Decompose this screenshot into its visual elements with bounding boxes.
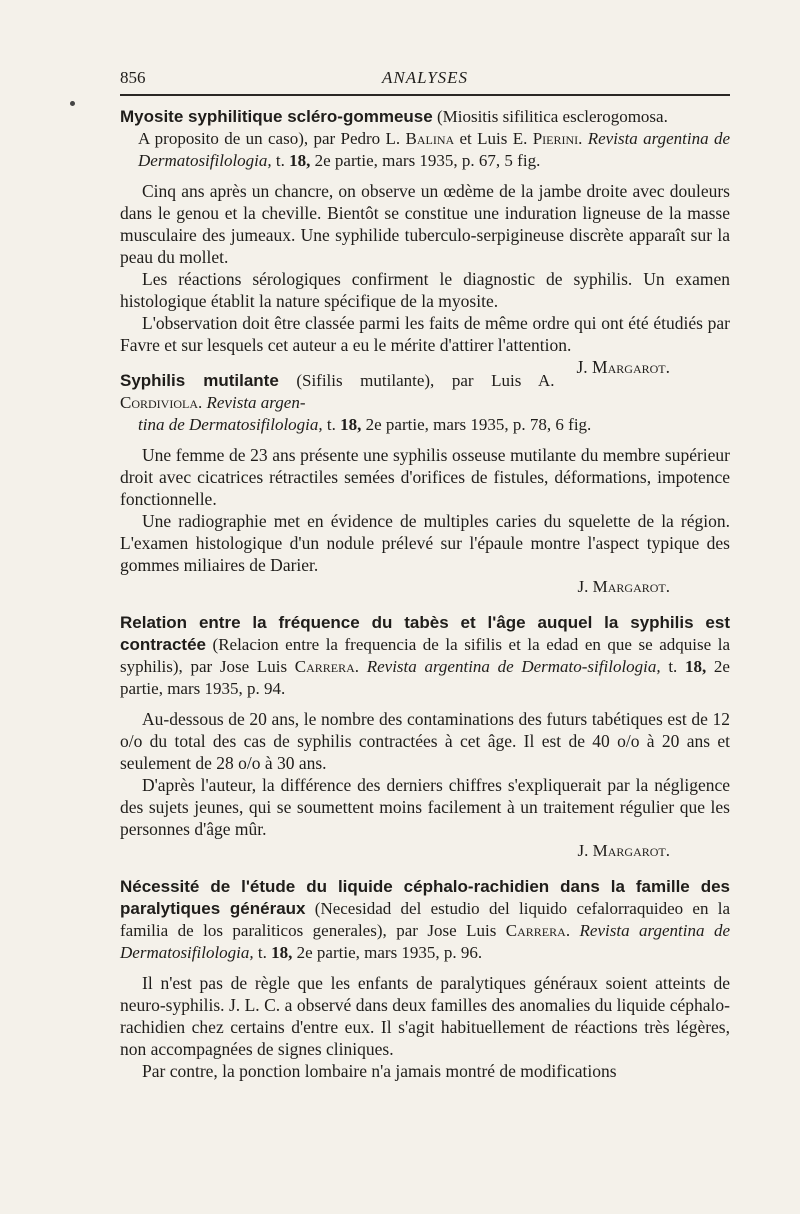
journal-name: Revista: [587, 129, 638, 148]
paragraph: Par contre, la ponction lombaire n'a jamais montré de modifications: [142, 1061, 617, 1081]
paragraph: Une femme de 23 ans présente une syphilis osseuse mutilante du membre supérieur droit avec cicatrices rétractiles semées d'orifices de fistules, déformations, impotence fonctionnelle.: [120, 445, 730, 509]
margin-mark: [70, 101, 75, 106]
paragraph: Une radiographie met en évidence de multiples caries du squelette de la région. L'examen histologique d'un nodule prélevé sur l'épaule montre l'aspect typique des gommes miliaires de Darier.: [120, 511, 730, 575]
header-rule: [120, 94, 730, 96]
review-entry-2: [120, 370, 730, 598]
author-name: Carrera: [294, 657, 355, 676]
entry-citation: Relation entre la fréquence du tabès et l'âge auquel la syphilis est contractée (Relacion entre la frequencia de la sifilis et la edad en que se adquise la syphilis), par Jose Luis Carrera. Revista argentina de Dermato-sifilologia, t. 18, 2e partie, mars 1935, p. 94.: [120, 613, 730, 698]
entry-title: Myosite syphilitique scléro-gommeuse: [120, 107, 433, 126]
review-entry-3: [120, 612, 730, 862]
paragraph: L'observation doit être classée parmi les faits de même ordre qui ont été étudiés par Favre et sur lesquels cet auteur a eu le mérite d'attirer l'attention. J. Margarot.: [120, 313, 730, 377]
signature: J. Margarot.: [577, 577, 670, 596]
journal-name: Revista argen-: [206, 393, 306, 412]
volume-number: 18,: [685, 657, 707, 676]
journal-name: Revista argentina de Dermatosifilologia,: [120, 921, 731, 962]
entry-title: Syphilis mutilante: [120, 371, 279, 390]
journal-name: tina de Dermatosifilologia,: [138, 415, 323, 434]
signature: J. Margarot.: [577, 841, 670, 860]
author-name: Pierini: [532, 129, 579, 148]
paragraph: Cinq ans après un chancre, on observe un œdème de la jambe droite avec douleurs dans le genou et la cheville. Bientôt se constitue une induration ligneuse de la masse musculaire des jumeaux. Une syphilide tuberculo-serpigineuse discrète apparaît sur la peau du mollet.: [120, 181, 730, 267]
volume-number: 18,: [340, 415, 362, 434]
journal-name: Revista argentina de Dermato-sifilologia,: [366, 657, 661, 676]
entry-citation: Nécessité de l'étude du liquide céphalo-rachidien dans la famille des paralytiques généraux (Necesidad del estudio del liquido cefalorraquideo en la familia de los paraliticos generales), par Jose Luis Carrera. Revista argentina de Dermatosifilologia, t. 18, 2e partie, mars 1935, p. 96.: [120, 877, 731, 962]
author-name: Cordiviola: [120, 393, 198, 412]
journal-name: argentina de Dermatosifilologia,: [138, 129, 731, 170]
entry-title: Relation entre la fréquence du tabès et l'âge auquel la syphilis est contractée: [120, 613, 730, 654]
paragraph: Il n'est pas de règle que les enfants de paralytiques généraux soient atteints de neuro-syphilis. J. L. C. a observé dans deux familles des anomalies du liquide céphalo-rachidien chez certains d'entre eux. Il s'agit habituellement de réactions très légères, non accompagnées de signes cliniques.: [120, 973, 730, 1059]
author-name: Balina: [405, 129, 455, 148]
paragraph: D'après l'auteur, la différence des derniers chiffres s'expliquerait par la négligence des sujets jeunes, qui se soumettent moins facilement à un traitement régulier que les personnes d'âge mûr.: [120, 775, 730, 839]
signature: J. Margarot.: [576, 357, 670, 377]
author-name: Carrera: [505, 921, 566, 940]
review-entry-1: [120, 106, 731, 377]
page: [120, 62, 730, 1082]
entry-citation: Myosite syphilitique scléro-gommeuse (Miositis sifilitica esclerogomosa. A proposito de un caso), par Pedro L. Balina et Luis E. Pierini. Revista argentina de Dermatosifilologia, t. 18, 2e partie, mars 1935, p. 67, 5 fig.: [120, 107, 731, 170]
volume-number: 18,: [271, 943, 293, 962]
page-number: 856: [120, 68, 146, 87]
entry-title: Nécessité de l'étude du liquide céphalo-rachidien dans la famille des paralytiques généraux: [120, 877, 730, 918]
review-entry-4: [120, 876, 730, 1082]
paragraph: Au-dessous de 20 ans, le nombre des contaminations des futurs tabétiques est de 12 o/o du total des cas de syphilis contractées à cet âge. Il est de 40 o/o à 20 ans et seulement de 28 o/o à 30 ans.: [120, 709, 730, 773]
running-head: ANALYSES: [381, 68, 469, 87]
page-header: [120, 62, 730, 94]
entry-citation: Syphilis mutilante (Sifilis mutilante), par Luis A. Cordiviola. Revista argen- tina de Dermatosifilologia, t. 18, 2e partie, mars 1935, p. 78, 6 fig.: [120, 371, 592, 434]
volume-number: 18,: [289, 151, 311, 170]
paragraph: Les réactions sérologiques confirment le diagnostic de syphilis. Un examen histologique établit la nature spécifique de la myosite.: [120, 269, 730, 311]
